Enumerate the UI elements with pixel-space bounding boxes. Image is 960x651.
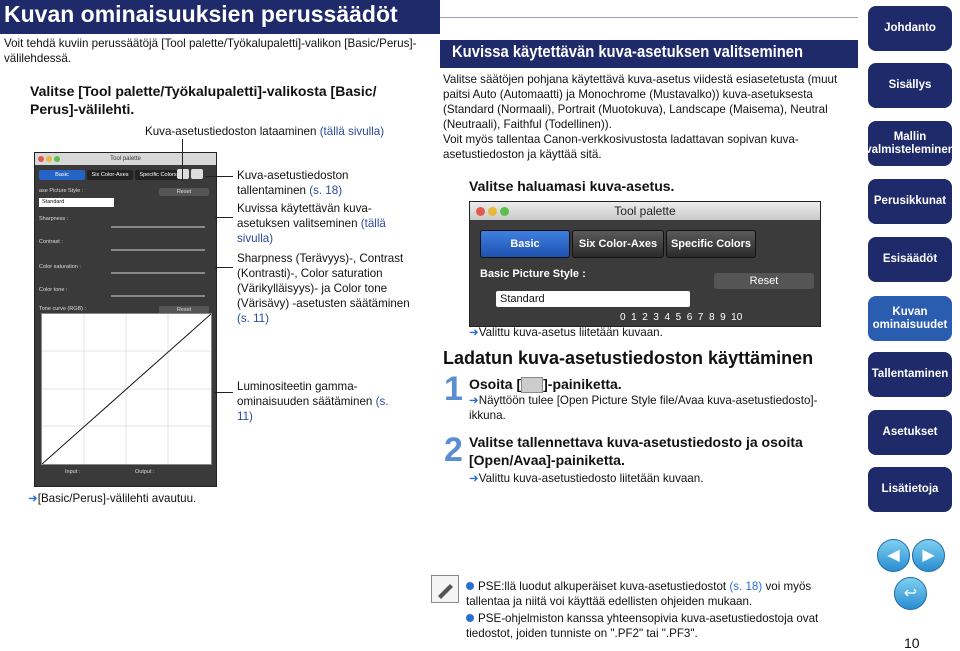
- sharpness-label: Sharpness (Terävyys)-, Contrast (Kontrasti)-, Color saturation (Värikylläisyys)- ja Color tone (Värisävy) -asetusten säätäminen: [237, 252, 410, 310]
- nav-sisallys[interactable]: Sisällys: [868, 63, 952, 108]
- nav-asetukset[interactable]: Asetukset: [868, 410, 952, 455]
- close-dot-icon: [476, 207, 485, 216]
- step1-title-start: Osoita [: [469, 376, 522, 392]
- intro-text: Voit tehdä kuviin perussäätöjä [Tool palette/Työkalupaletti]-valikon [Basic/Perus]-välilehdessä.: [4, 37, 417, 65]
- arrow-icon: ➜: [469, 394, 479, 407]
- select-label: Kuvissa käytettävän kuva-asetuksen valitseminen: [237, 202, 372, 230]
- minimize-dot-icon: [46, 156, 52, 162]
- select-result-text: Valittu kuva-asetus liitetään kuvaan.: [478, 326, 663, 339]
- leader-line: [205, 176, 233, 177]
- nav-johdanto[interactable]: Johdanto: [868, 6, 952, 51]
- tool-palette-title: Tool palette: [470, 202, 820, 220]
- step1-result: [469, 393, 849, 423]
- tp-tab-specific[interactable]: Specific Colors: [666, 230, 756, 258]
- gamma-label: Luminositeetin gamma-ominaisuuden säätäminen: [237, 380, 373, 408]
- sharpness-slider[interactable]: [111, 226, 205, 228]
- save-label: Kuva-asetustiedoston tallentaminen: [237, 169, 349, 197]
- select-heading: Valitse haluamasi kuva-asetus.: [469, 178, 675, 194]
- save-ref[interactable]: (s. 18): [309, 184, 343, 197]
- picture-style-select[interactable]: Standard: [39, 198, 114, 207]
- note2-text: PSE-ohjelmiston kanssa yhteensopivia kuva-asetustiedostoja ovat tiedostot, joiden tunniste on ".PF2" tai ".PF3".: [466, 612, 819, 640]
- result-text: [Basic/Perus]-välilehti avautuu.: [37, 492, 197, 505]
- step2-result: [469, 471, 703, 486]
- leader-line: [215, 392, 233, 393]
- row-color-tone: Color tone :: [39, 287, 68, 293]
- step2-title: Valitse tallennettava kuva-asetustiedosto ja osoita [Open/Avaa]-painiketta.: [469, 434, 803, 468]
- panel-tab-six-color[interactable]: Six Color-Axes: [87, 170, 133, 180]
- save-style-icon[interactable]: [177, 169, 189, 179]
- tp-reset-button[interactable]: Reset: [714, 273, 814, 289]
- download-callout: [145, 124, 384, 139]
- download-label: Kuva-asetustiedoston lataaminen: [145, 125, 317, 138]
- tp-picture-style-label: Basic Picture Style :: [480, 268, 586, 280]
- step2-result-text: Valittu kuva-asetustiedosto liitetään kuvaan.: [478, 472, 704, 485]
- basic-tab-screenshot: [34, 152, 217, 487]
- picture-style-label: ase Picture Style :: [39, 188, 84, 194]
- save-callout: [237, 168, 407, 198]
- saturation-slider[interactable]: [111, 272, 205, 274]
- step-number-2: 2: [444, 431, 463, 469]
- page-title: Kuvan ominaisuuksien perussäädöt: [4, 1, 398, 27]
- step1-title-end: ]-painiketta.: [543, 376, 622, 392]
- note-icon: [431, 575, 459, 603]
- bullet-icon: [466, 614, 474, 622]
- sharpness-ref[interactable]: (s. 11): [237, 312, 269, 325]
- note1-b: voi myös tallentaa ja niitä voi käyttää edellisten ohjeiden mukaan.: [466, 580, 812, 608]
- section-body: Valitse säätöjen pohjana käytettävä kuva-asetus viidestä esiasetetusta (muut paitsi Auto (Automaatti) ja Monochrome (Mustavalko)) kuva-asetuksesta (Standard (Normaali), Portrait (Muotokuva), Landscape (Maisema), Neutral (Neutraali), Faithful (Todellinen)).: [443, 73, 838, 131]
- output-label: Output :: [135, 469, 155, 475]
- load-style-icon[interactable]: [191, 169, 203, 179]
- nav-perusikkunat[interactable]: Perusikkunat: [868, 179, 952, 224]
- curve-reset-button[interactable]: Reset: [159, 306, 209, 314]
- note-2: [466, 611, 851, 641]
- panel-title: Tool palette: [35, 153, 216, 165]
- tone-curve-svg: [42, 314, 211, 464]
- tone-curve-label: Tone curve (RGB) :: [39, 306, 87, 312]
- color-tone-slider[interactable]: [111, 295, 205, 297]
- nav-tallentaminen[interactable]: Tallentaminen: [868, 352, 952, 397]
- note1-ref[interactable]: (s. 18): [729, 580, 763, 593]
- input-label: Input :: [65, 469, 81, 475]
- leader-line: [215, 267, 233, 268]
- page-number: 10: [904, 635, 920, 651]
- panel-reset-button[interactable]: Reset: [159, 188, 209, 196]
- row-sharpness: Sharpness :: [39, 216, 69, 222]
- step1-result-text: Näyttöön tulee [Open Picture Style file/Avaa kuva-asetustiedosto]-ikkuna.: [469, 394, 818, 422]
- result-callout: [28, 491, 196, 506]
- nav-lisatietoja[interactable]: Lisätietoja: [868, 467, 952, 512]
- zoom-dot-icon: [500, 207, 509, 216]
- minimize-dot-icon: [488, 207, 497, 216]
- panel-tab-specific[interactable]: Specific Colors: [135, 170, 181, 180]
- sharpness-callout: [237, 251, 412, 326]
- leader-line: [182, 139, 183, 181]
- panel-tab-basic[interactable]: Basic: [39, 170, 85, 180]
- header-rule: [440, 17, 858, 18]
- arrow-icon: ➜: [28, 492, 38, 505]
- row-saturation: Color saturation :: [39, 264, 81, 270]
- note-1: [466, 579, 851, 609]
- gamma-ref[interactable]: (s. 11): [237, 395, 389, 423]
- bullet-icon: [466, 582, 474, 590]
- step-number-1: 1: [444, 370, 463, 408]
- note-pencil-svg: [432, 576, 458, 602]
- tp-style-select[interactable]: Standard: [496, 291, 690, 307]
- tool-palette-screenshot: [469, 201, 821, 327]
- select-callout: [237, 201, 407, 246]
- tp-tab-basic[interactable]: Basic: [480, 230, 570, 258]
- nav-esisaadot[interactable]: Esisäädöt: [868, 237, 952, 282]
- nav-kuvan-ominaisuudet[interactable]: Kuvan ominaisuudet: [868, 296, 952, 341]
- tp-tab-six-color[interactable]: Six Color-Axes: [572, 230, 664, 258]
- load-heading: Ladatun kuva-asetustiedoston käyttäminen: [443, 348, 814, 368]
- leader-line: [215, 217, 233, 218]
- step1-title: [469, 376, 622, 393]
- contrast-slider[interactable]: [111, 249, 205, 251]
- zoom-dot-icon: [54, 156, 60, 162]
- next-page-icon[interactable]: ▶: [912, 539, 945, 572]
- arrow-icon: ➜: [469, 326, 479, 339]
- return-icon[interactable]: ↩: [894, 577, 927, 610]
- section-title: Kuvissa käytettävän kuva-asetuksen valitseminen: [452, 42, 804, 61]
- download-ref[interactable]: (tällä sivulla): [319, 125, 385, 138]
- previous-page-icon[interactable]: ◀: [877, 539, 910, 572]
- section-body-2: Voit myös tallentaa Canon-verkkosivustosta ladattavan sopivan kuva-asetustiedoston ja käyttää sitä.: [443, 133, 799, 161]
- nav-mallin-valmisteleminen[interactable]: Mallin valmisteleminen: [868, 121, 952, 166]
- row-contrast: Contrast :: [39, 239, 63, 245]
- load-file-icon[interactable]: [521, 377, 543, 393]
- select-ref[interactable]: (tällä sivulla): [237, 217, 386, 245]
- tp-scale: 0 1 2 3 4 5 6 7 8 9 10: [620, 312, 743, 323]
- close-dot-icon: [38, 156, 44, 162]
- select-result: [469, 325, 663, 340]
- tone-curve-graph[interactable]: [41, 313, 212, 465]
- gamma-callout: [237, 379, 397, 424]
- note1-a: PSE:llä luodut alkuperäiset kuva-asetustiedostot: [478, 580, 727, 593]
- arrow-icon: ➜: [469, 472, 479, 485]
- step-heading: Valitse [Tool palette/Työkalupaletti]-valikosta [Basic/ Perus]-välilehti.: [30, 83, 377, 117]
